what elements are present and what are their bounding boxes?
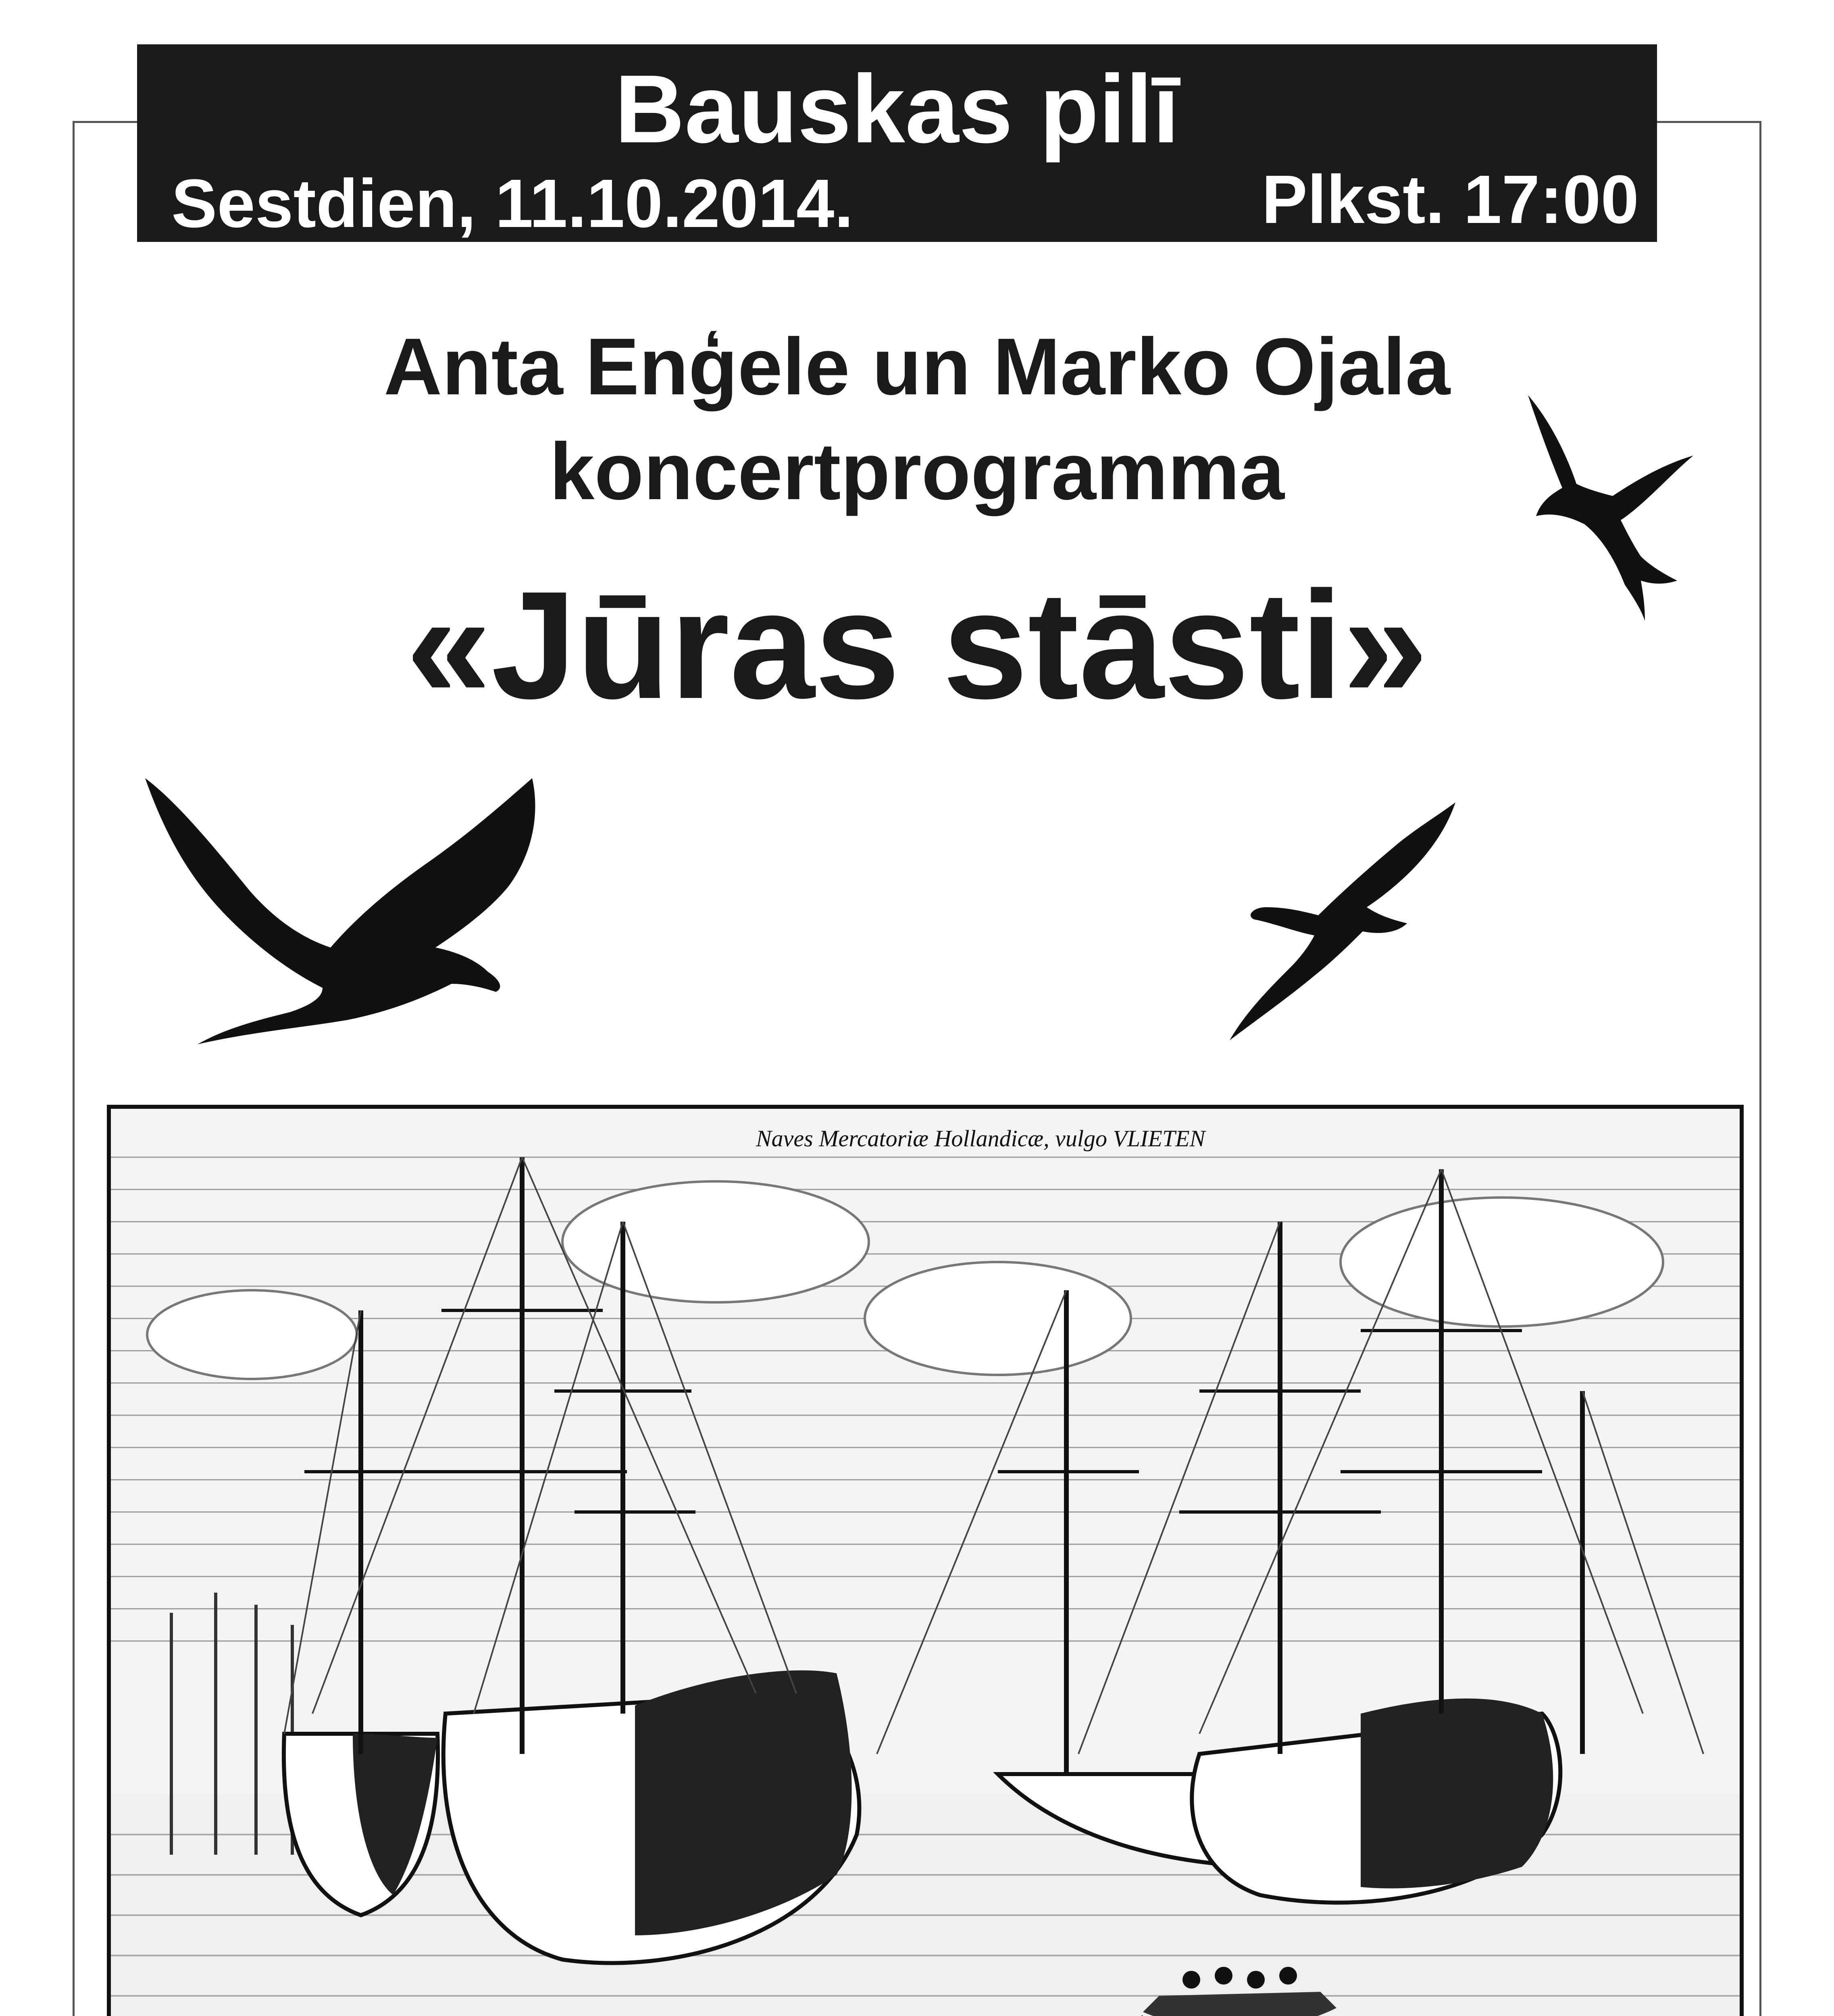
program-title: «Jūras stāsti»: [406, 559, 1428, 731]
program-label: koncertprogramma: [550, 427, 1284, 516]
performers-names: Anta Enģele un Marko Ojala: [383, 322, 1451, 412]
ships-engraving: [107, 1105, 1744, 2016]
event-time: Plkst. 17:00: [1262, 161, 1639, 238]
venue-title: Bauskas pilī: [614, 55, 1180, 163]
crow-icon: [1222, 802, 1463, 1044]
swallow-icon: [1524, 395, 1693, 621]
engraving-caption: Naves Mercatoriæ Hollandicæ, vulgo VLIETEN: [756, 1125, 1205, 1152]
crow-icon: [145, 778, 572, 1060]
event-date: Sestdien, 11.10.2014.: [171, 165, 854, 242]
ships-engraving-image: [111, 1109, 1740, 2016]
top-banner: [137, 44, 1657, 242]
